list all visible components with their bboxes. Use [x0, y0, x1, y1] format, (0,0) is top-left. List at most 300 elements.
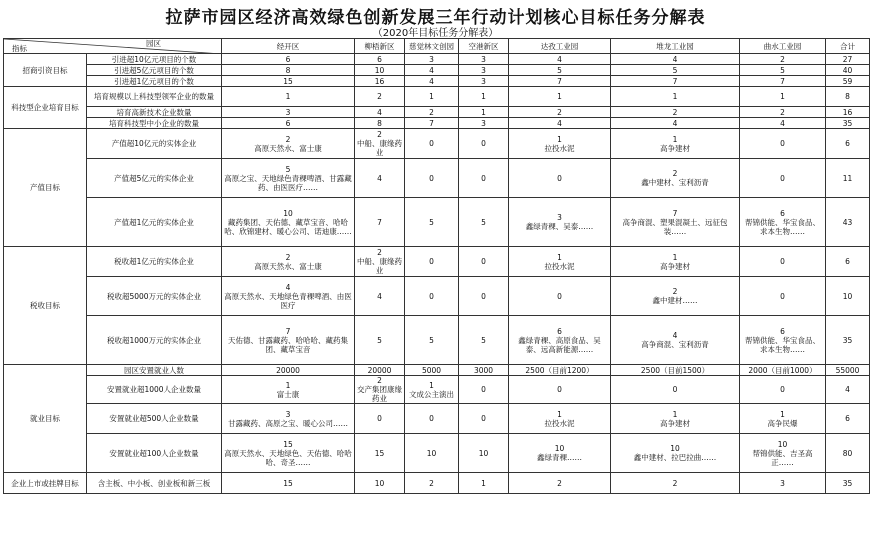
value-cell	[826, 76, 870, 87]
cell-value: 7	[780, 76, 785, 86]
cell-value: 2	[377, 92, 382, 101]
header-corner	[4, 39, 222, 54]
value-cell	[405, 316, 459, 365]
cell-note: 高原天然水、天地绿色青稞啤酒、由医医疗	[224, 291, 352, 310]
column-header: 柳梧新区	[355, 39, 405, 54]
value-cell	[355, 159, 405, 198]
item-cell: 安置就业超1000人企业数量	[87, 376, 222, 404]
value-cell	[740, 316, 826, 365]
cell-value: 5	[377, 335, 382, 345]
value-cell	[405, 247, 459, 277]
value-cell	[826, 365, 870, 376]
value-cell	[459, 65, 509, 76]
cell-value: 6	[557, 326, 562, 336]
column-header: 达孜工业园	[509, 39, 611, 54]
item-cell: 安置就业超500人企业数量	[87, 404, 222, 434]
cell-note: 鑫中建材、宝利沥青	[641, 178, 709, 187]
value-cell	[509, 277, 611, 316]
cell-note: 高争商混、宝利沥青	[641, 340, 709, 349]
cell-note: 鑫中建材……	[652, 296, 698, 305]
cell-value: 3	[481, 65, 486, 75]
cell-value: 5	[481, 217, 486, 227]
cell-value: 27	[842, 54, 853, 64]
value-cell	[611, 129, 740, 159]
value-cell	[222, 87, 355, 107]
cell-value: 7	[672, 76, 678, 86]
value-cell	[355, 87, 405, 107]
item-cell: 产值超1亿元的实体企业	[87, 198, 222, 247]
value-cell	[509, 198, 611, 247]
cell-value: 3	[481, 54, 486, 64]
category-cell: 产值目标	[4, 129, 87, 247]
cell-value: 0	[557, 291, 562, 301]
cell-value: 6	[845, 414, 850, 423]
category-cell: 招商引资目标	[4, 54, 87, 87]
cell-value: 0	[780, 173, 785, 183]
value-cell	[459, 76, 509, 87]
value-cell	[509, 54, 611, 65]
cell-value: 4	[672, 54, 678, 64]
value-cell	[740, 159, 826, 198]
value-cell	[222, 118, 355, 129]
value-cell	[740, 434, 826, 473]
value-cell	[509, 434, 611, 473]
value-cell	[740, 404, 826, 434]
value-cell	[611, 76, 740, 87]
cell-value: 0	[481, 257, 486, 266]
cell-value: 0	[377, 414, 382, 423]
value-cell	[405, 473, 459, 494]
category-cell: 科技型企业培育目标	[4, 87, 87, 129]
value-cell	[826, 277, 870, 316]
table-row	[4, 129, 870, 159]
item-cell: 培育高新技术企业数量	[87, 107, 222, 118]
value-cell	[355, 404, 405, 434]
cell-value: 6	[377, 54, 382, 64]
cell-note: 中船、康缘药业	[357, 139, 402, 157]
value-cell	[740, 76, 826, 87]
category-cell: 税收目标	[4, 247, 87, 365]
item-cell: 含主板、中小板、创业板和新三板	[87, 473, 222, 494]
column-header: 经开区	[222, 39, 355, 54]
value-cell	[355, 316, 405, 365]
value-cell	[355, 107, 405, 118]
value-cell	[222, 198, 355, 247]
value-cell	[222, 76, 355, 87]
cell-value: 16	[374, 76, 385, 86]
value-cell	[222, 404, 355, 434]
value-cell	[509, 118, 611, 129]
value-cell	[509, 129, 611, 159]
cell-value: 4	[377, 291, 382, 301]
cell-note: 交产集团康缘药业	[357, 385, 402, 403]
cell-value: 3	[780, 478, 785, 488]
value-cell	[611, 247, 740, 277]
cell-value: 80	[842, 448, 853, 458]
cell-value: 8	[845, 92, 850, 101]
cell-note: 高原天然水、富士康	[254, 143, 322, 153]
value-cell	[826, 247, 870, 277]
column-header: 堆龙工业园	[611, 39, 740, 54]
value-cell	[355, 118, 405, 129]
value-cell	[355, 473, 405, 494]
value-cell	[459, 107, 509, 118]
value-cell	[459, 87, 509, 107]
value-cell	[459, 376, 509, 404]
cell-note: 鑫绿青稞、吴泰……	[525, 222, 594, 231]
cell-value: 1	[557, 252, 562, 262]
page-title: 拉萨市园区经济高效绿色创新发展三年行动计划核心目标任务分解表	[165, 8, 706, 28]
cell-value: 1	[672, 252, 678, 262]
value-cell	[826, 434, 870, 473]
value-cell	[405, 159, 459, 198]
cell-value: 20000	[367, 365, 392, 375]
cell-value: 3	[285, 107, 291, 117]
cell-value: 4	[377, 173, 382, 183]
value-cell	[355, 129, 405, 159]
cell-value: 4	[672, 118, 678, 128]
cell-value: 2500（目前1200）	[525, 365, 594, 375]
value-cell	[826, 87, 870, 107]
cell-note: 拉投水泥	[544, 261, 575, 271]
value-cell	[222, 376, 355, 404]
table-row	[4, 365, 870, 376]
cell-value: 0	[429, 173, 434, 183]
cell-value: 0	[429, 414, 434, 423]
table-row	[4, 376, 870, 404]
cell-value: 1	[672, 134, 678, 144]
header-corner-bottom: 指标	[12, 44, 27, 53]
column-header: 空港新区	[459, 39, 509, 54]
cell-note: 天佑德、甘露藏药、哈哈哈、藏药集团、藏草宝音	[228, 335, 348, 354]
cell-note: 高争建材	[660, 143, 690, 153]
cell-value: 10	[554, 444, 565, 453]
cell-value: 59	[842, 76, 853, 86]
cell-value: 10	[842, 291, 853, 301]
value-cell	[611, 404, 740, 434]
table-row	[4, 473, 870, 494]
value-cell	[222, 65, 355, 76]
cell-note: 帮锦供能、华宝食品、求本生物……	[745, 217, 820, 236]
cell-value: 0	[429, 291, 434, 301]
cell-value: 2000（目前1000）	[748, 365, 817, 375]
cell-value: 7	[429, 118, 434, 128]
cell-value: 0	[429, 257, 434, 266]
cell-note: 中船、康缘药业	[357, 257, 402, 275]
cell-value: 4	[845, 385, 850, 394]
cell-note: 高争建材	[660, 418, 690, 428]
value-cell	[355, 365, 405, 376]
cell-value: 4	[672, 331, 678, 340]
cell-note: 鑫绿青稞、高原食品、吴泰、远高新能源……	[518, 335, 601, 354]
table-row	[4, 54, 870, 65]
item-cell: 税收超5000万元的实体企业	[87, 277, 222, 316]
value-cell	[611, 434, 740, 473]
cell-value: 0	[481, 385, 486, 394]
table-row	[4, 277, 870, 316]
value-cell	[611, 107, 740, 118]
value-cell	[611, 159, 740, 198]
value-cell	[740, 247, 826, 277]
value-cell	[405, 434, 459, 473]
value-cell	[405, 129, 459, 159]
value-cell	[826, 65, 870, 76]
item-cell: 产值超10亿元的实体企业	[87, 129, 222, 159]
value-cell	[826, 54, 870, 65]
value-cell	[509, 376, 611, 404]
value-cell	[509, 87, 611, 107]
cell-value: 2	[377, 376, 382, 385]
cell-note: 鑫中建材、拉巴拉曲……	[633, 453, 717, 462]
item-cell: 产值超5亿元的实体企业	[87, 159, 222, 198]
cell-value: 4	[377, 107, 382, 117]
item-cell: 税收超1000万元的实体企业	[87, 316, 222, 365]
value-cell	[826, 316, 870, 365]
value-cell	[826, 376, 870, 404]
value-cell	[611, 118, 740, 129]
table-row	[4, 76, 870, 87]
cell-value: 10	[426, 448, 437, 458]
value-cell	[826, 129, 870, 159]
cell-value: 5	[672, 65, 678, 75]
value-cell	[826, 404, 870, 434]
cell-value: 5	[557, 65, 562, 75]
cell-value: 6	[780, 208, 785, 218]
value-cell	[740, 54, 826, 65]
value-cell	[509, 107, 611, 118]
cell-value: 1	[285, 92, 291, 101]
table-row	[4, 159, 870, 198]
value-cell	[509, 316, 611, 365]
cell-value: 2	[780, 54, 785, 64]
item-cell: 培育规模以上科技型领军企业的数量	[87, 87, 222, 107]
value-cell	[222, 434, 355, 473]
value-cell	[611, 54, 740, 65]
cell-value: 6	[285, 118, 291, 128]
value-cell	[826, 473, 870, 494]
cell-value: 43	[842, 217, 853, 227]
value-cell	[405, 376, 459, 404]
value-cell	[355, 198, 405, 247]
cell-value: 11	[842, 173, 853, 183]
item-cell: 引进超5亿元项目的个数	[87, 65, 222, 76]
cell-value: 2	[557, 107, 562, 117]
value-cell	[222, 247, 355, 277]
value-cell	[459, 129, 509, 159]
cell-value: 10	[670, 444, 680, 453]
value-cell	[740, 65, 826, 76]
cell-value: 2	[377, 248, 382, 257]
value-cell	[405, 107, 459, 118]
cell-value: 1	[285, 380, 291, 390]
cell-value: 15	[283, 76, 293, 86]
cell-value: 6	[845, 257, 850, 266]
cell-value: 5	[429, 335, 434, 345]
value-cell	[355, 376, 405, 404]
item-cell: 引进超1亿元项目的个数	[87, 76, 222, 87]
cell-note: 高原之宝、天地绿色青稞啤酒、甘露藏药、由医医疗……	[224, 173, 352, 192]
column-header: 慈觉林文创园	[405, 39, 459, 54]
cell-value: 1	[481, 478, 486, 488]
value-cell	[509, 65, 611, 76]
cell-value: 0	[557, 173, 562, 183]
cell-value: 0	[780, 291, 785, 301]
table-row	[4, 404, 870, 434]
cell-value: 3	[557, 213, 562, 222]
cell-value: 2	[377, 130, 382, 139]
cell-note: 文成公主演出	[409, 389, 454, 399]
cell-note: 帮锦供能、吉圣高正……	[752, 448, 813, 467]
value-cell	[222, 365, 355, 376]
cell-value: 0	[780, 257, 785, 266]
value-cell	[740, 87, 826, 107]
cell-value: 2	[672, 169, 678, 178]
cell-value: 10	[478, 448, 489, 458]
cell-value: 7	[672, 208, 678, 218]
value-cell	[826, 118, 870, 129]
cell-value: 2	[672, 478, 678, 488]
value-cell	[459, 473, 509, 494]
column-header: 曲水工业园	[740, 39, 826, 54]
value-cell	[222, 129, 355, 159]
page-subtitle: （2020年目标任务分解表）	[372, 28, 499, 39]
value-cell	[509, 247, 611, 277]
cell-value: 2	[780, 107, 785, 117]
header-corner-top: 园区	[146, 39, 161, 48]
cell-value: 4	[429, 65, 434, 75]
value-cell	[459, 247, 509, 277]
cell-value: 2	[429, 107, 434, 117]
cell-value: 1	[557, 409, 562, 419]
cell-value: 55000	[835, 365, 860, 375]
value-cell	[611, 316, 740, 365]
table-row	[4, 65, 870, 76]
cell-note: 富士康	[276, 389, 300, 399]
cell-value: 1	[429, 92, 434, 101]
cell-value: 0	[481, 139, 486, 148]
cell-value: 8	[377, 118, 382, 128]
value-cell	[222, 54, 355, 65]
cell-value: 6	[845, 139, 850, 148]
cell-value: 40	[842, 65, 853, 75]
value-cell	[222, 473, 355, 494]
value-cell	[509, 159, 611, 198]
value-cell	[611, 473, 740, 494]
value-cell	[611, 198, 740, 247]
table-row	[4, 118, 870, 129]
value-cell	[509, 76, 611, 87]
cell-value: 35	[842, 335, 853, 345]
cell-value: 5	[285, 164, 291, 174]
value-cell	[355, 277, 405, 316]
category-cell: 企业上市或挂牌目标	[4, 473, 87, 494]
cell-note: 高原天然水、天地绿色、天佑德、哈哈哈、奇圣……	[224, 448, 352, 467]
cell-value: 8	[285, 65, 291, 75]
cell-value: 5	[429, 217, 434, 227]
value-cell	[826, 107, 870, 118]
target-table	[3, 38, 870, 494]
cell-note: 拉投水泥	[544, 418, 575, 428]
value-cell	[405, 404, 459, 434]
cell-value: 2	[285, 134, 291, 144]
value-cell	[509, 473, 611, 494]
cell-note: 高原天然水、富士康	[254, 261, 322, 271]
cell-value: 1	[481, 107, 486, 117]
value-cell	[355, 54, 405, 65]
value-cell	[459, 365, 509, 376]
cell-value: 0	[780, 139, 785, 148]
item-cell: 税收超1亿元的实体企业	[87, 247, 222, 277]
value-cell	[405, 118, 459, 129]
cell-value: 0	[780, 385, 785, 394]
value-cell	[459, 198, 509, 247]
cell-value: 10	[374, 65, 385, 75]
cell-value: 2	[285, 252, 291, 262]
value-cell	[355, 76, 405, 87]
value-cell	[459, 404, 509, 434]
value-cell	[459, 118, 509, 129]
value-cell	[355, 434, 405, 473]
value-cell	[405, 277, 459, 316]
value-cell	[405, 54, 459, 65]
cell-note: 甘露藏药、高原之宝、暖心公司……	[228, 418, 348, 428]
value-cell	[222, 316, 355, 365]
cell-note: 高争建材	[660, 261, 690, 271]
cell-value: 1	[780, 409, 785, 419]
cell-value: 5000	[421, 365, 442, 375]
value-cell	[222, 107, 355, 118]
value-cell	[740, 198, 826, 247]
value-cell	[405, 198, 459, 247]
cell-value: 0	[481, 291, 486, 301]
cell-value: 20000	[276, 365, 300, 375]
cell-value: 10	[283, 208, 293, 218]
value-cell	[355, 247, 405, 277]
cell-value: 10	[777, 439, 788, 449]
cell-value: 1	[780, 92, 785, 101]
cell-note: 高争商混、塑果混凝土、远征包装……	[622, 217, 728, 236]
cell-value: 4	[557, 118, 562, 128]
cell-value: 3000	[473, 365, 494, 375]
value-cell	[740, 118, 826, 129]
cell-value: 15	[283, 439, 293, 449]
cell-value: 35	[842, 478, 853, 488]
value-cell	[826, 198, 870, 247]
cell-value: 5	[481, 335, 486, 345]
cell-value: 6	[285, 54, 291, 64]
column-header: 合计	[826, 39, 870, 54]
value-cell	[222, 277, 355, 316]
cell-value: 3	[285, 409, 291, 419]
cell-value: 7	[377, 217, 382, 227]
cell-value: 0	[481, 173, 486, 183]
item-cell: 安置就业超100人企业数量	[87, 434, 222, 473]
value-cell	[740, 107, 826, 118]
cell-value: 2500（目前1500）	[640, 365, 710, 375]
cell-note: 鑫绿青稞……	[537, 453, 582, 462]
item-cell: 园区安置就业人数	[87, 365, 222, 376]
table-row	[4, 107, 870, 118]
value-cell	[611, 365, 740, 376]
cell-value: 4	[285, 282, 291, 292]
cell-note: 藏药集团、天佑德、藏草宝音、哈哈哈、欣锦建材、暖心公司、诺迪康……	[224, 217, 352, 236]
cell-value: 16	[842, 107, 853, 117]
cell-note: 高争民爆	[767, 418, 798, 428]
cell-value: 1	[672, 409, 678, 419]
value-cell	[611, 87, 740, 107]
value-cell	[740, 365, 826, 376]
cell-value: 6	[780, 326, 785, 336]
